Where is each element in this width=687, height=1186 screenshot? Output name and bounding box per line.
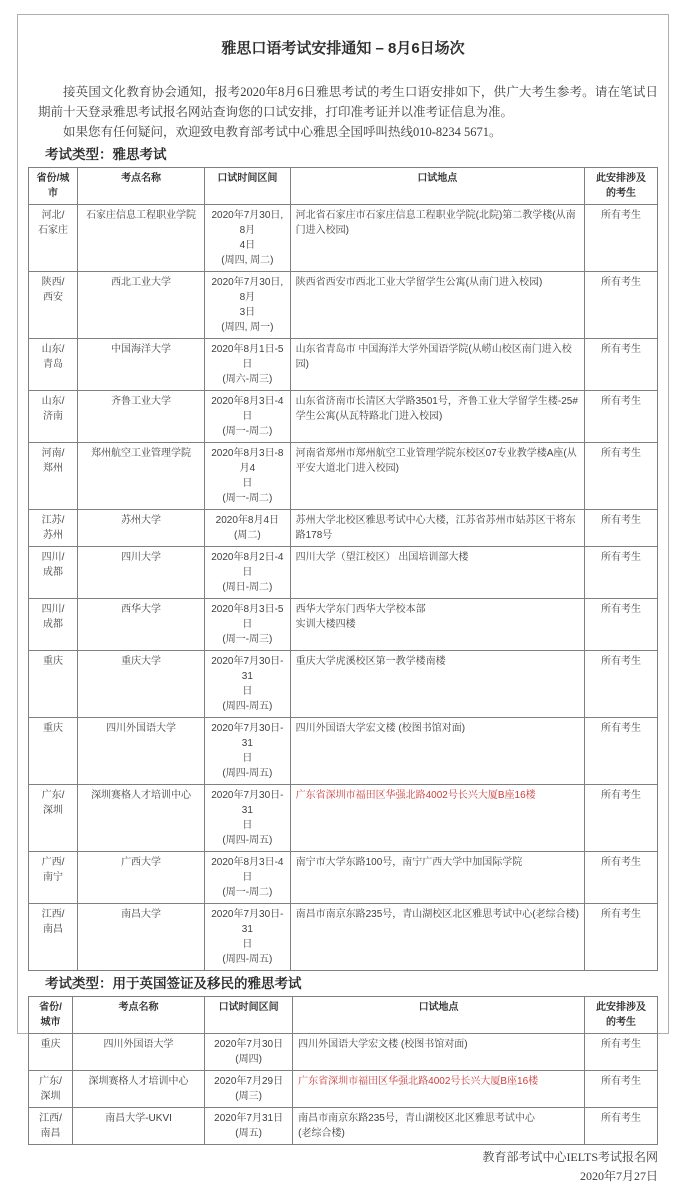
location-cell: 四川大学（望江校区） 出国培训部大楼 <box>290 547 584 599</box>
venue-cell: 齐鲁工业大学 <box>78 391 205 443</box>
candidates-cell: 所有考生 <box>585 391 658 443</box>
table-row <box>29 510 658 547</box>
dates-cell: 2020年8月1日-5日 (周六-周三) <box>205 339 291 391</box>
venue-cell: 西华大学 <box>78 599 205 651</box>
dates-cell: 2020年8月3日-5日 (周一-周三) <box>205 599 291 651</box>
province-cell: 江西/ 南昌 <box>29 1108 73 1145</box>
venue-cell: 四川外国语大学 <box>78 718 205 785</box>
dates-cell: 2020年8月4日 (周二) <box>205 510 291 547</box>
province-cell: 河南/ 郑州 <box>29 443 78 510</box>
dates-cell: 2020年7月29日 (周三) <box>205 1071 293 1108</box>
location-cell: 南昌市南京东路235号，青山湖校区北区雅思考试中心 (老综合楼) <box>293 1108 585 1145</box>
dates-cell: 2020年7月30日 (周四) <box>205 1034 293 1071</box>
location-cell: 广东省深圳市福田区华强北路4002号长兴大厦B座16楼 <box>290 785 584 852</box>
section-heading-ielts: 考试类型：雅思考试 <box>45 147 167 162</box>
venue-cell: 广西大学 <box>78 852 205 904</box>
candidates-cell: 所有考生 <box>585 1034 658 1071</box>
dates-cell: 2020年7月30日, 8月 3日 (周四, 周一) <box>205 272 291 339</box>
candidates-cell: 所有考生 <box>585 443 658 510</box>
venue-cell: 西北工业大学 <box>78 272 205 339</box>
candidates-cell: 所有考生 <box>585 510 658 547</box>
dates-cell: 2020年7月30日-31 日 (周四-周五) <box>205 785 291 852</box>
footer-source: 教育部考试中心IELTS考试报名网 <box>482 1150 658 1164</box>
column-header: 口试地点 <box>293 997 585 1034</box>
candidates-cell: 所有考生 <box>585 785 658 852</box>
table-row <box>29 718 658 785</box>
table-row <box>29 785 658 852</box>
table-row <box>29 339 658 391</box>
table-row <box>29 852 658 904</box>
location-cell: 西华大学东门西华大学校本部 实训大楼四楼 <box>290 599 584 651</box>
location-cell: 河南省郑州市郑州航空工业管理学院东校区07专业教学楼A座(从平安大道北门进入校园) <box>290 443 584 510</box>
page-title: 雅思口语考试安排通知 – 8月6日场次 <box>221 40 465 57</box>
venue-cell: 深圳赛格人才培训中心 <box>73 1071 205 1108</box>
candidates-cell: 所有考生 <box>585 852 658 904</box>
province-cell: 重庆 <box>29 1034 73 1071</box>
candidates-cell: 所有考生 <box>585 904 658 971</box>
table-row <box>29 272 658 339</box>
venue-cell: 南昌大学-UKVI <box>73 1108 205 1145</box>
province-cell: 陕西/ 西安 <box>29 272 78 339</box>
table-row <box>29 391 658 443</box>
venue-cell: 深圳赛格人才培训中心 <box>78 785 205 852</box>
venue-cell: 石家庄信息工程职业学院 <box>78 205 205 272</box>
dates-cell: 2020年7月30日, 8月 4日 (周四, 周二) <box>205 205 291 272</box>
province-cell: 江苏/ 苏州 <box>29 510 78 547</box>
table-row <box>29 651 658 718</box>
column-header: 省份/城市 <box>29 168 78 205</box>
column-header: 口试时间区间 <box>205 168 291 205</box>
candidates-cell: 所有考生 <box>585 718 658 785</box>
table-row <box>29 1071 658 1108</box>
province-cell: 四川/ 成都 <box>29 599 78 651</box>
venue-cell: 南昌大学 <box>78 904 205 971</box>
table-row <box>29 904 658 971</box>
candidates-cell: 所有考生 <box>585 599 658 651</box>
location-cell: 山东省青岛市 中国海洋大学外国语学院(从崂山校区南门进入校园) <box>290 339 584 391</box>
footer <box>28 1148 658 1186</box>
venue-cell: 郑州航空工业管理学院 <box>78 443 205 510</box>
location-cell: 四川外国语大学宏文楼 (校图书馆对面) <box>293 1034 585 1071</box>
column-header: 此安排涉及 的考生 <box>585 997 658 1034</box>
location-cell: 重庆大学虎溪校区第一教学楼南楼 <box>290 651 584 718</box>
province-cell: 四川/ 成都 <box>29 547 78 599</box>
footer-date: 2020年7月27日 <box>579 1169 658 1183</box>
dates-cell: 2020年7月30日-31 日 (周四-周五) <box>205 718 291 785</box>
candidates-cell: 所有考生 <box>585 205 658 272</box>
province-cell: 广东/ 深圳 <box>29 785 78 852</box>
candidates-cell: 所有考生 <box>585 339 658 391</box>
province-cell: 重庆 <box>29 651 78 718</box>
venue-cell: 四川外国语大学 <box>73 1034 205 1071</box>
ielts-speaking-table <box>28 167 658 971</box>
dates-cell: 2020年8月2日-4日 (周日-周二) <box>205 547 291 599</box>
table-row <box>29 205 658 272</box>
location-cell: 苏州大学北校区雅思考试中心大楼，江苏省苏州市姑苏区干将东路178号 <box>290 510 584 547</box>
venue-cell: 中国海洋大学 <box>78 339 205 391</box>
column-header: 考点名称 <box>78 168 205 205</box>
column-header: 口试时间区间 <box>205 997 293 1034</box>
header-row <box>29 168 658 205</box>
dates-cell: 2020年7月30日-31 日 (周四-周五) <box>205 904 291 971</box>
section-heading-ukvi: 考试类型：用于英国签证及移民的雅思考试 <box>45 976 302 991</box>
province-cell: 广东/ 深圳 <box>29 1071 73 1108</box>
table-row <box>29 1034 658 1071</box>
dates-cell: 2020年8月3日-4日 (周一-周二) <box>205 391 291 443</box>
province-cell: 江西/ 南昌 <box>29 904 78 971</box>
column-header: 省份/ 城市 <box>29 997 73 1034</box>
column-header: 此安排涉及 的考生 <box>585 168 658 205</box>
dates-cell: 2020年8月3日-4日 (周一-周二) <box>205 852 291 904</box>
dates-cell: 2020年8月3日-8月4 日 (周一-周二) <box>205 443 291 510</box>
intro-paragraph-1: 接英国文化教育协会通知，报考2020年8月6日雅思考试的考生口语安排如下，供广大考生参考。请在笔试日期前十天登录雅思考试报名网站查询您的口试安排，打印准考证并以准考证信息为准。 <box>38 85 658 119</box>
candidates-cell: 所有考生 <box>585 651 658 718</box>
intro-paragraph-2: 如果您有任何疑问，欢迎致电教育部考试中心雅思全国呼叫热线010-8234 5671。 <box>63 125 502 139</box>
candidates-cell: 所有考生 <box>585 272 658 339</box>
location-cell: 山东省济南市长清区大学路3501号，齐鲁工业大学留学生楼-25#学生公寓(从瓦特路北门进入校园) <box>290 391 584 443</box>
header-row <box>29 997 658 1034</box>
dates-cell: 2020年7月31日 (周五) <box>205 1108 293 1145</box>
table-row <box>29 599 658 651</box>
notice-page <box>17 14 669 1183</box>
notice-content <box>18 37 668 1186</box>
venue-cell: 四川大学 <box>78 547 205 599</box>
dates-cell: 2020年7月30日-31 日 (周四-周五) <box>205 651 291 718</box>
location-cell: 四川外国语大学宏文楼 (校图书馆对面) <box>290 718 584 785</box>
ukvi-speaking-table <box>28 996 658 1145</box>
venue-cell: 苏州大学 <box>78 510 205 547</box>
venue-cell: 重庆大学 <box>78 651 205 718</box>
table-row <box>29 1108 658 1145</box>
province-cell: 河北/ 石家庄 <box>29 205 78 272</box>
location-cell: 南宁市大学东路100号，南宁广西大学中加国际学院 <box>290 852 584 904</box>
column-header: 考点名称 <box>73 997 205 1034</box>
location-cell: 河北省石家庄市石家庄信息工程职业学院(北院)第二教学楼(从南门进入校园) <box>290 205 584 272</box>
candidates-cell: 所有考生 <box>585 547 658 599</box>
candidates-cell: 所有考生 <box>585 1108 658 1145</box>
location-cell: 南昌市南京东路235号，青山湖校区北区雅思考试中心(老综合楼) <box>290 904 584 971</box>
table-row <box>29 443 658 510</box>
location-cell: 陕西省西安市西北工业大学留学生公寓(从南门进入校园) <box>290 272 584 339</box>
province-cell: 重庆 <box>29 718 78 785</box>
province-cell: 山东/ 青岛 <box>29 339 78 391</box>
candidates-cell: 所有考生 <box>585 1071 658 1108</box>
location-cell: 广东省深圳市福田区华强北路4002号长兴大厦B座16楼 <box>293 1071 585 1108</box>
column-header: 口试地点 <box>290 168 584 205</box>
table-row <box>29 547 658 599</box>
province-cell: 广西/ 南宁 <box>29 852 78 904</box>
province-cell: 山东/ 济南 <box>29 391 78 443</box>
